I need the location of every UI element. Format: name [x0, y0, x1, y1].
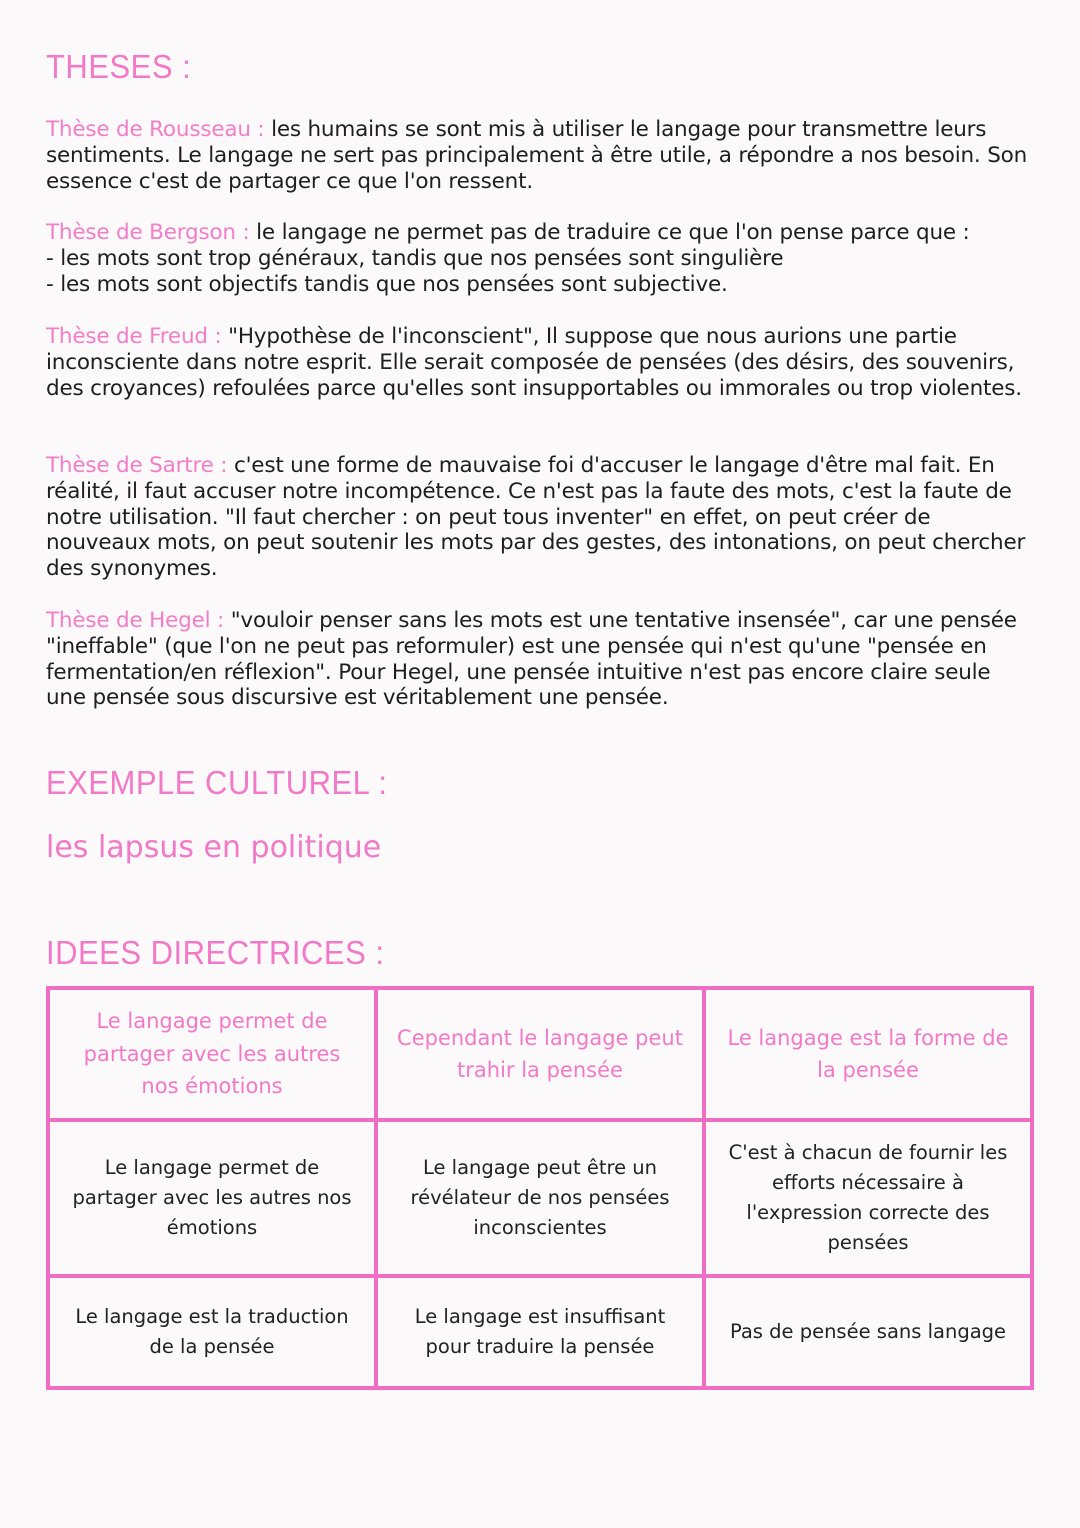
table-row: [48, 1120, 1032, 1276]
table-header-cell: Le langage est la forme de la pensée: [704, 988, 1032, 1120]
ideas-heading: IDEES DIRECTRICES :: [46, 934, 385, 972]
thesis-text: le langage ne permet pas de traduire ce que l'on pense parce que :: [249, 220, 970, 245]
table-cell: Le langage est la traduction de la pensée: [48, 1276, 376, 1388]
table-header-cell: Le langage permet de partager avec les autres nos émotions: [48, 988, 376, 1120]
table-header-cell: Cependant le langage peut trahir la pensée: [376, 988, 704, 1120]
thesis-text: "Hypothèse de l'inconscient", Il suppose que nous aurions une partie inconsciente dans notre esprit. Elle serait composée de pensées (des désirs, des souvenirs, des croyances) refoulées parce qu'elles sont insupportables ou immorales ou trop violentes.: [46, 324, 1022, 401]
thesis-label: Thèse de Rousseau :: [46, 117, 265, 142]
thesis-bullet: - les mots sont objectifs tandis que nos pensées sont subjective.: [46, 271, 728, 297]
thesis-bergson: [46, 220, 1036, 297]
thesis-freud: [46, 324, 1036, 401]
thesis-label: Thèse de Bergson :: [46, 220, 250, 245]
thesis-bullet: - les mots sont trop généraux, tandis que nos pensées sont singulière: [46, 245, 784, 271]
ideas-table: [46, 986, 1034, 1390]
thesis-hegel: [46, 608, 1036, 711]
thesis-label: Thèse de Hegel :: [46, 608, 225, 633]
culture-heading: EXEMPLE CULTUREL :: [46, 764, 388, 802]
thesis-label: Thèse de Sartre :: [46, 453, 228, 478]
table-cell: Pas de pensée sans langage: [704, 1276, 1032, 1388]
thesis-text: "vouloir penser sans les mots est une tentative insensée", car une pensée "ineffable" (que l'on ne peut pas reformuler) est une pensée qui n'est qu'une "pensée en fermentation/en réflexion". Pour Hegel, une pensée intuitive n'est pas encore claire seule une pensée sous discursive est véritablement une pensée.: [46, 608, 1017, 711]
thesis-sartre: [46, 453, 1036, 582]
table-header-row: [48, 988, 1032, 1120]
thesis-text: c'est une forme de mauvaise foi d'accuser le langage d'être mal fait. En réalité, il faut accuser notre incompétence. Ce n'est pas la faute des mots, c'est la faute de notre utilisation. "Il faut chercher : on peut tous inventer" en effet, on peut créer de nouveaux mots, on peut soutenir les mots par des gestes, des intonations, on peut chercher des synonymes.: [46, 453, 1026, 582]
theses-heading: THESES :: [46, 48, 192, 86]
culture-example: les lapsus en politique: [46, 830, 382, 865]
table-cell: Le langage permet de partager avec les autres nos émotions: [48, 1120, 376, 1276]
table-cell: C'est à chacun de fournir les efforts nécessaire à l'expression correcte des pensées: [704, 1120, 1032, 1276]
thesis-label: Thèse de Freud :: [46, 324, 222, 349]
thesis-text: les humains se sont mis à utiliser le langage pour transmettre leurs sentiments. Le langage ne sert pas principalement à être utile, a répondre a nos besoin. Son essence c'est de partager ce que l'on ressent.: [46, 117, 1028, 194]
thesis-rousseau: [46, 117, 1036, 194]
table-row: [48, 1276, 1032, 1388]
table-cell: Le langage est insuffisant pour traduire la pensée: [376, 1276, 704, 1388]
table-cell: Le langage peut être un révélateur de nos pensées inconscientes: [376, 1120, 704, 1276]
